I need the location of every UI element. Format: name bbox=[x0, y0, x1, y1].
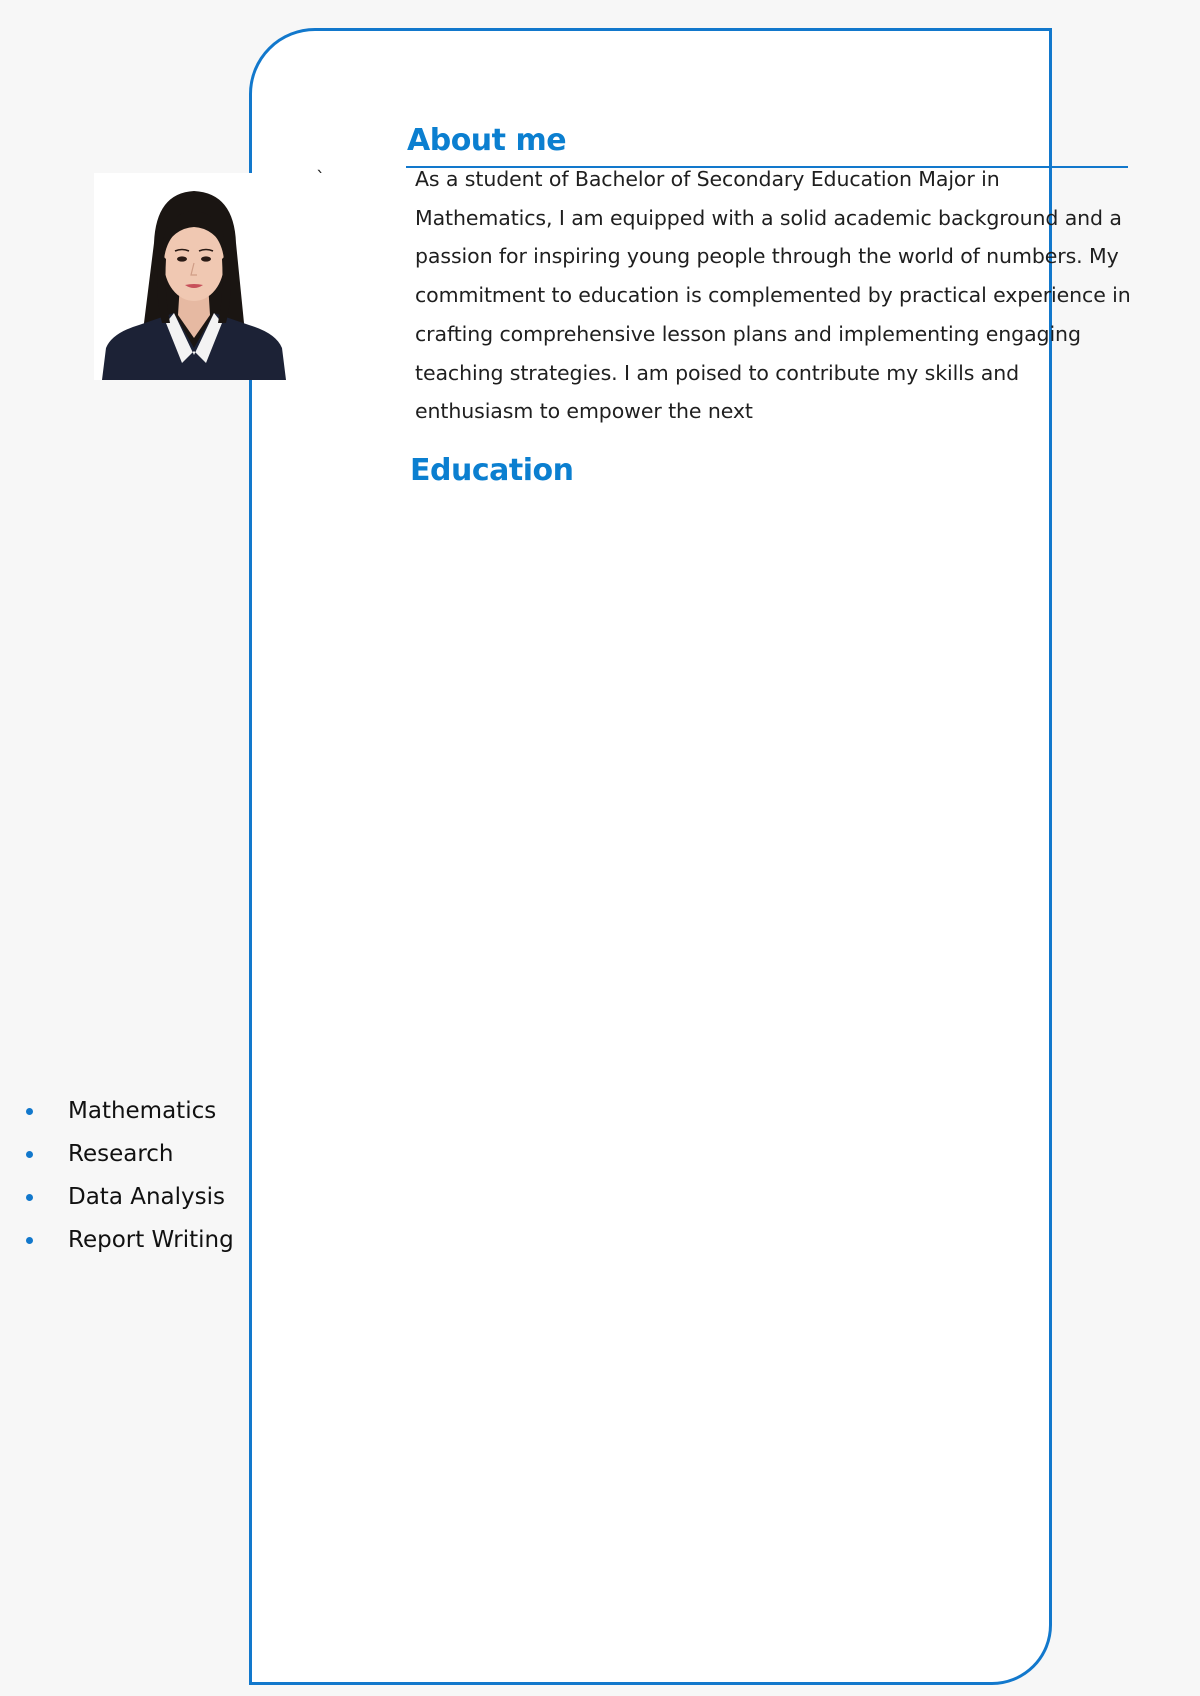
skills-list bbox=[24, 1090, 234, 1262]
about-heading: About me bbox=[407, 123, 567, 158]
bullet-icon bbox=[26, 1237, 33, 1244]
skill-label: Research bbox=[68, 1141, 174, 1167]
bullet-icon bbox=[26, 1108, 33, 1115]
skill-item bbox=[24, 1090, 234, 1133]
education-heading: Education bbox=[410, 453, 574, 488]
skill-item bbox=[24, 1176, 234, 1219]
bullet-icon bbox=[26, 1151, 33, 1158]
skill-item bbox=[24, 1219, 234, 1262]
skill-label: Data Analysis bbox=[68, 1184, 225, 1210]
skill-item bbox=[24, 1133, 234, 1176]
skill-label: Report Writing bbox=[68, 1227, 234, 1253]
bullet-icon bbox=[26, 1194, 33, 1201]
stray-mark: ` bbox=[316, 168, 325, 189]
profile-photo bbox=[94, 173, 294, 380]
about-text: As a student of Bachelor of Secondary Education Major in Mathematics, I am equipped with a solid academic background and a passion for inspiring young people through the world of numbers. My commitment to education is complemented by practical experience in crafting comprehensive lesson plans and implementing engaging teaching strategies. I am poised to contribute my skills and enthusiasm to empower the next bbox=[415, 167, 1131, 424]
skill-label: Mathematics bbox=[68, 1098, 217, 1124]
